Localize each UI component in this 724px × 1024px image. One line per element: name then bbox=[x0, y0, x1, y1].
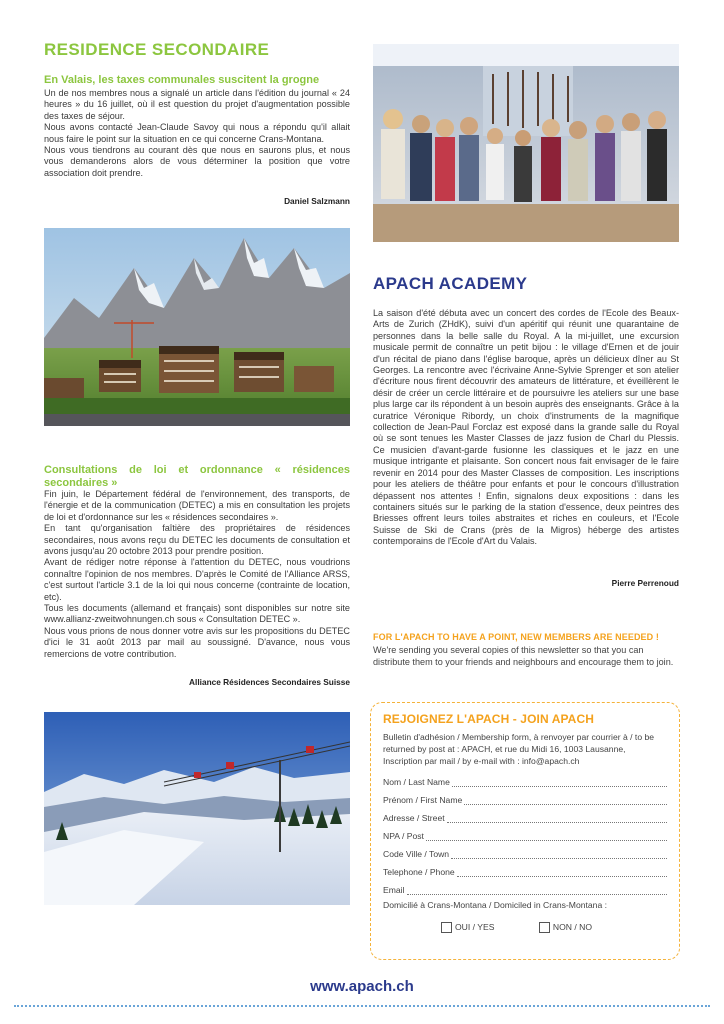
members-section bbox=[373, 632, 679, 669]
domicile-question: Domicilié à Crans-Montana / Domiciled in Crans-Montana : bbox=[383, 900, 607, 910]
field-label: NPA / Post bbox=[383, 831, 424, 841]
field-label: Prénom / First Name bbox=[383, 795, 463, 805]
input-line[interactable] bbox=[447, 813, 667, 823]
members-text: We're sending you several copies of this newsletter so that you can distribute them to your friends and neighbours and encourage them to join. bbox=[373, 645, 674, 667]
field-street[interactable] bbox=[383, 805, 667, 823]
section-title-academy: APACH ACADEMY bbox=[373, 274, 528, 293]
paragraph: Tous les documents (allemand et français) sont disponibles sur notre site www.allianz-zweitwohnungen.ch sous « Consultation DETEC ». bbox=[44, 603, 350, 625]
paragraph: Nous avons contacté Jean-Claude Savoy qui nous a répondu qu'il allait nous faire le point sur la situation en ce qui concerne Crans-Montana. bbox=[44, 122, 350, 144]
paragraph: Un de nos membres nous a signalé un article dans l'édition du journal « 24 heures » du 16 juillet, où il est question du projet d'augmentation possible des taxes de séjour. bbox=[44, 88, 350, 121]
yes-checkbox[interactable] bbox=[441, 922, 452, 933]
input-line[interactable] bbox=[426, 831, 667, 841]
field-label: Email bbox=[383, 885, 405, 895]
input-line[interactable] bbox=[452, 777, 667, 787]
paragraph: Nous vous tiendrons au courant dès que nous en saurons plus, et nous vous demanderons alors de vous déterminer la position que votre association doit prendre. bbox=[44, 145, 350, 178]
article-title-taxes: En Valais, les taxes communales suscitent la grogne bbox=[44, 74, 320, 86]
paragraph: Avant de rédiger notre réponse à l'attention du DETEC, nous voudrions connaître l'opinion de nos membres. D'après le Comité de l'Alliance ARSS, c'est surtout l'article 3.1 de la loi qui nous concerne (contrainte de location, etc). bbox=[44, 557, 350, 602]
article-body-consultations bbox=[44, 489, 350, 660]
article-body-academy: La saison d'été débuta avec un concert des cordes de l'Ecole des Beaux-Arts de Zurich (ZHdK), suivi d'un apéritif qui réunit une quarantaine de personnes dans la belle salle du Royal. A la mi-juillet, une excursion musicale permit de connaître un petit bijou : le village d'Ernen et de jouir d'un récital de piano dans l'église baroque, après un délicieux dîner au St Georges. La rencontre avec l'écrivaine Anne-Sylvie Sprenger et son atelier d'écriture nous firent découvrir des amateurs de littérature, et éveillèrent le désir de créer un cercle littéraire et de poursuivre les ateliers sur une base plus large car ils répondent à un besoin auprès des enseignants. Grâce à la curatrice Véronique Ribordy, un choix d'instruments de la magnifique collection de Jean-Paul Forclaz est exposé dans la grande salle du Royal où se sont tenues les Master Classes de jazz fusion de Charl du Plessis. Ce musicien d'avant-garde fusionne les classiques et le jazz en une musique intrigante et plaisante. Son concert nous fait envisager de le faire revenir en 2014 pour des Master Classes de composition. Les inscriptions pour les ateliers de théâtre pour enfants et pour le concours d'illustration dépassent nos attentes ! Enfin, signalons deux expositions : dans les containers situés sur le parking de la station d'essence, deux peintres des Briesses offrent leurs toiles abstraites et riches en couleurs, et l'Ecole Suisse de Ski de Crans (près de la Migros) héberge des artistes contemporains de l'Ecole d'Art du Valais. bbox=[373, 308, 679, 547]
article-body-taxes bbox=[44, 88, 350, 179]
input-line[interactable] bbox=[451, 849, 667, 859]
section-title-residence: RESIDENCE SECONDAIRE bbox=[44, 40, 270, 59]
article-title-consultations: Consultations de loi et ordonnance « résidences secondaires » bbox=[44, 464, 350, 489]
option-yes-label: OUI / YES bbox=[455, 922, 495, 932]
signature-perrenoud: Pierre Perrenoud bbox=[611, 578, 679, 588]
paragraph: Fin juin, le Département fédéral de l'environnement, des transports, de l'énergie et de la communication (DETEC) a mis en consultation les projets de loi et d'ordonnance sur les « résidences secondaires ». bbox=[44, 489, 350, 522]
option-no[interactable] bbox=[539, 922, 592, 933]
form-title: REJOIGNEZ L'APACH - JOIN APACH bbox=[383, 712, 594, 726]
no-checkbox[interactable] bbox=[539, 922, 550, 933]
input-line[interactable] bbox=[457, 867, 667, 877]
membership-form bbox=[370, 702, 680, 960]
mountain-village-photo bbox=[44, 228, 350, 426]
input-line[interactable] bbox=[407, 885, 668, 895]
field-label: Nom / Last Name bbox=[383, 777, 450, 787]
footer-divider bbox=[14, 1005, 710, 1007]
field-email[interactable] bbox=[383, 877, 667, 895]
members-title: FOR L'APACH TO HAVE A POINT, NEW MEMBERS ARE NEEDED ! bbox=[373, 632, 659, 642]
ski-slope-photo bbox=[44, 712, 350, 905]
form-intro: Bulletin d'adhésion / Membership form, à renvoyer par courrier à / to be returned by post at : APACH, et rue du Midi 16, 1003 Lausanne, Inscription par mail / by e-mail with : info@apach.ch bbox=[383, 732, 655, 766]
input-line[interactable] bbox=[464, 795, 667, 805]
field-phone[interactable] bbox=[383, 859, 667, 877]
field-last-name[interactable] bbox=[383, 769, 667, 787]
concert-group-photo bbox=[373, 44, 679, 242]
field-label: Code Ville / Town bbox=[383, 849, 450, 859]
domicile-options bbox=[383, 922, 667, 933]
field-label: Telephone / Phone bbox=[383, 867, 455, 877]
field-first-name[interactable] bbox=[383, 787, 667, 805]
footer-url[interactable]: www.apach.ch bbox=[310, 978, 414, 995]
signature-alliance: Alliance Résidences Secondaires Suisse bbox=[189, 677, 350, 687]
option-yes[interactable] bbox=[441, 922, 494, 933]
option-no-label: NON / NO bbox=[552, 922, 593, 932]
field-post[interactable] bbox=[383, 823, 667, 841]
signature-salzmann: Daniel Salzmann bbox=[284, 196, 350, 206]
field-label: Adresse / Street bbox=[383, 813, 445, 823]
field-town[interactable] bbox=[383, 841, 667, 859]
paragraph: Nous vous prions de nous donner votre avis sur les propositions du DETEC d'ici le 31 août 2013 par mail au soussigné. D'avance, nous vous remercions de votre contribution. bbox=[44, 625, 350, 659]
paragraph: En tant qu'organisation faîtière des propriétaires de résidences secondaires, nous avons reçu du DETEC les documents de consultation et avons jusqu'au 20 octobre 2013 pour prendre position. bbox=[44, 523, 350, 557]
